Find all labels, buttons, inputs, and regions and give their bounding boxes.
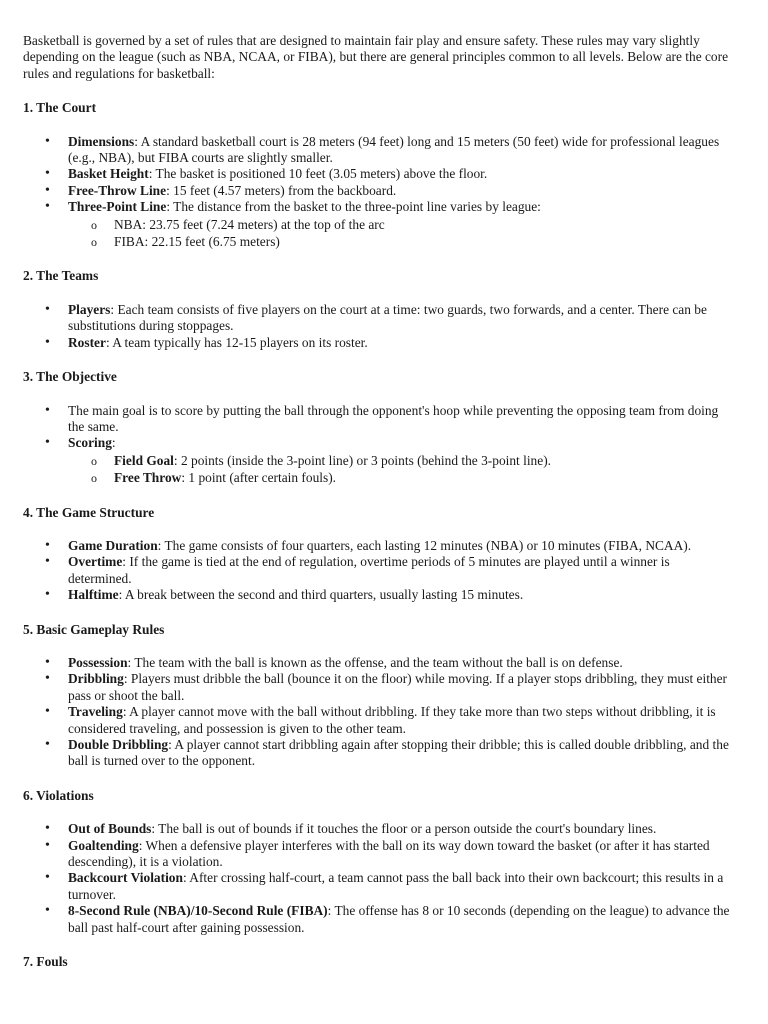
term-label: Free Throw bbox=[114, 470, 182, 486]
term-label: Scoring bbox=[68, 435, 112, 451]
item-text: : The distance from the basket to the three-point line varies by league: bbox=[166, 199, 541, 215]
item-text: : Players must dribble the ball (bounce it on the floor) while moving. If a player stops dribbling, they must either pass or shoot the ball. bbox=[68, 671, 728, 703]
term-label: Dribbling bbox=[68, 671, 124, 687]
list-item bbox=[23, 737, 735, 770]
list-item bbox=[23, 302, 735, 335]
bullet-list bbox=[23, 134, 735, 251]
bullet-list bbox=[23, 538, 735, 604]
item-text: : bbox=[111, 435, 116, 451]
item-text: : 1 point (after certain fouls). bbox=[181, 470, 337, 486]
sub-list-item bbox=[68, 453, 735, 469]
item-text: : A break between the second and third quarters, usually lasting 15 minutes. bbox=[118, 587, 524, 603]
item-text: : The game consists of four quarters, each lasting 12 minutes (NBA) or 10 minutes (FIBA, NCAA). bbox=[157, 537, 692, 553]
item-text: : When a defensive player interferes with the ball on its way down toward the basket (or after it has started descending), it is a violation. bbox=[68, 837, 710, 870]
term-label: Out of Bounds bbox=[68, 821, 152, 837]
term-label: Game Duration bbox=[68, 537, 158, 553]
term-label: Players bbox=[68, 301, 111, 317]
list-item bbox=[23, 199, 735, 250]
item-text: : The offense has 8 or 10 seconds (depending on the league) to advance the ball past half-court after gaining possession. bbox=[68, 903, 730, 935]
item-text: : 15 feet (4.57 meters) from the backboard. bbox=[166, 182, 397, 198]
item-text: : A player cannot move with the ball without dribbling. If they take more than two steps without dribbling, it is considered traveling, and possession is given to the other team. bbox=[68, 704, 716, 736]
term-label: Goaltending bbox=[68, 837, 139, 853]
list-item bbox=[23, 704, 735, 737]
document-page bbox=[23, 33, 735, 970]
list-item bbox=[23, 587, 735, 603]
section-heading: 5. Basic Gameplay Rules bbox=[23, 621, 165, 637]
item-text: : Each team consists of five players on the court at a time: two guards, two forwards, and a center. There can be substitutions during stoppages. bbox=[68, 301, 707, 334]
term-label: Basket Height bbox=[68, 166, 149, 182]
list-item bbox=[23, 335, 735, 351]
section-heading: 6. Violations bbox=[23, 787, 94, 803]
item-text: FIBA: 22.15 feet (6.75 meters) bbox=[114, 234, 280, 250]
sub-list bbox=[68, 217, 735, 251]
section-heading: 2. The Teams bbox=[23, 268, 99, 284]
list-item bbox=[23, 655, 735, 671]
item-text: : A standard basketball court is 28 meters (94 feet) long and 15 meters (50 feet) wide for professional leagues (e.g., NBA), but FIBA courts are slightly smaller. bbox=[68, 133, 720, 166]
list-item bbox=[23, 403, 735, 436]
term-label: Double Dribbling bbox=[68, 737, 169, 752]
term-label: Possession bbox=[68, 654, 128, 670]
sub-list-item bbox=[68, 470, 735, 486]
term-label: Field Goal bbox=[114, 452, 174, 468]
list-item bbox=[23, 838, 735, 871]
bullet-list bbox=[23, 821, 735, 936]
list-item bbox=[23, 435, 735, 486]
sub-list-item bbox=[68, 234, 735, 250]
item-text: The main goal is to score by putting the ball through the opponent's hoop while preventing the opposing team from doing the same. bbox=[68, 402, 719, 434]
term-label: Traveling bbox=[68, 704, 123, 720]
term-label: 8-Second Rule (NBA)/10-Second Rule (FIBA) bbox=[68, 903, 328, 919]
list-item bbox=[23, 821, 735, 837]
item-text: NBA: 23.75 feet (7.24 meters) at the top of the arc bbox=[114, 216, 385, 232]
term-label: Halftime bbox=[68, 587, 119, 603]
list-item bbox=[23, 870, 735, 903]
sub-list-item bbox=[68, 217, 735, 233]
item-text: : A team typically has 12-15 players on its roster. bbox=[105, 334, 368, 350]
term-label: Three-Point Line bbox=[68, 199, 167, 215]
list-item bbox=[23, 903, 735, 936]
sections-container bbox=[23, 100, 735, 970]
term-label: Roster bbox=[68, 334, 106, 350]
bullet-list bbox=[23, 302, 735, 351]
item-text: : The basket is positioned 10 feet (3.05 meters) above the floor. bbox=[148, 166, 488, 182]
item-text: : If the game is tied at the end of regulation, overtime periods of 5 minutes are played until a winner is determined. bbox=[68, 554, 670, 586]
list-item bbox=[23, 671, 735, 704]
sub-list bbox=[68, 453, 735, 487]
item-text: : A player cannot start dribbling again after stopping their dribble; this is called double dribbling, and the ball is turned over to the opponent. bbox=[68, 737, 729, 769]
section-heading: 4. The Game Structure bbox=[23, 504, 155, 520]
item-text: : The ball is out of bounds if it touches the floor or a person outside the court's boundary lines. bbox=[151, 821, 657, 837]
term-label: Backcourt Violation bbox=[68, 870, 183, 886]
list-item bbox=[23, 183, 735, 199]
section-heading: 7. Fouls bbox=[23, 954, 68, 970]
bullet-list bbox=[23, 403, 735, 487]
term-label: Overtime bbox=[68, 554, 123, 570]
item-text: : 2 points (inside the 3-point line) or 3 points (behind the 3-point line). bbox=[173, 452, 552, 468]
term-label: Dimensions bbox=[68, 133, 135, 149]
list-item bbox=[23, 166, 735, 182]
list-item bbox=[23, 554, 735, 587]
intro-paragraph: Basketball is governed by a set of rules that are designed to maintain fair play and ensure safety. These rules may vary slightly depending on the league (such as NBA, NCAA, or FIBA), but there are general principles common to all levels. Below are the core rules and regulations for basketball: bbox=[23, 33, 729, 81]
list-item bbox=[23, 538, 735, 554]
bullet-list bbox=[23, 655, 735, 770]
item-text: : The team with the ball is known as the offense, and the team without the ball is on defense. bbox=[127, 654, 623, 670]
item-text: : After crossing half-court, a team cannot pass the ball back into their own backcourt; this results in a turnover. bbox=[68, 870, 724, 902]
section-heading: 1. The Court bbox=[23, 100, 97, 116]
list-item bbox=[23, 134, 735, 167]
section-heading: 3. The Objective bbox=[23, 369, 117, 385]
term-label: Free-Throw Line bbox=[68, 182, 167, 198]
